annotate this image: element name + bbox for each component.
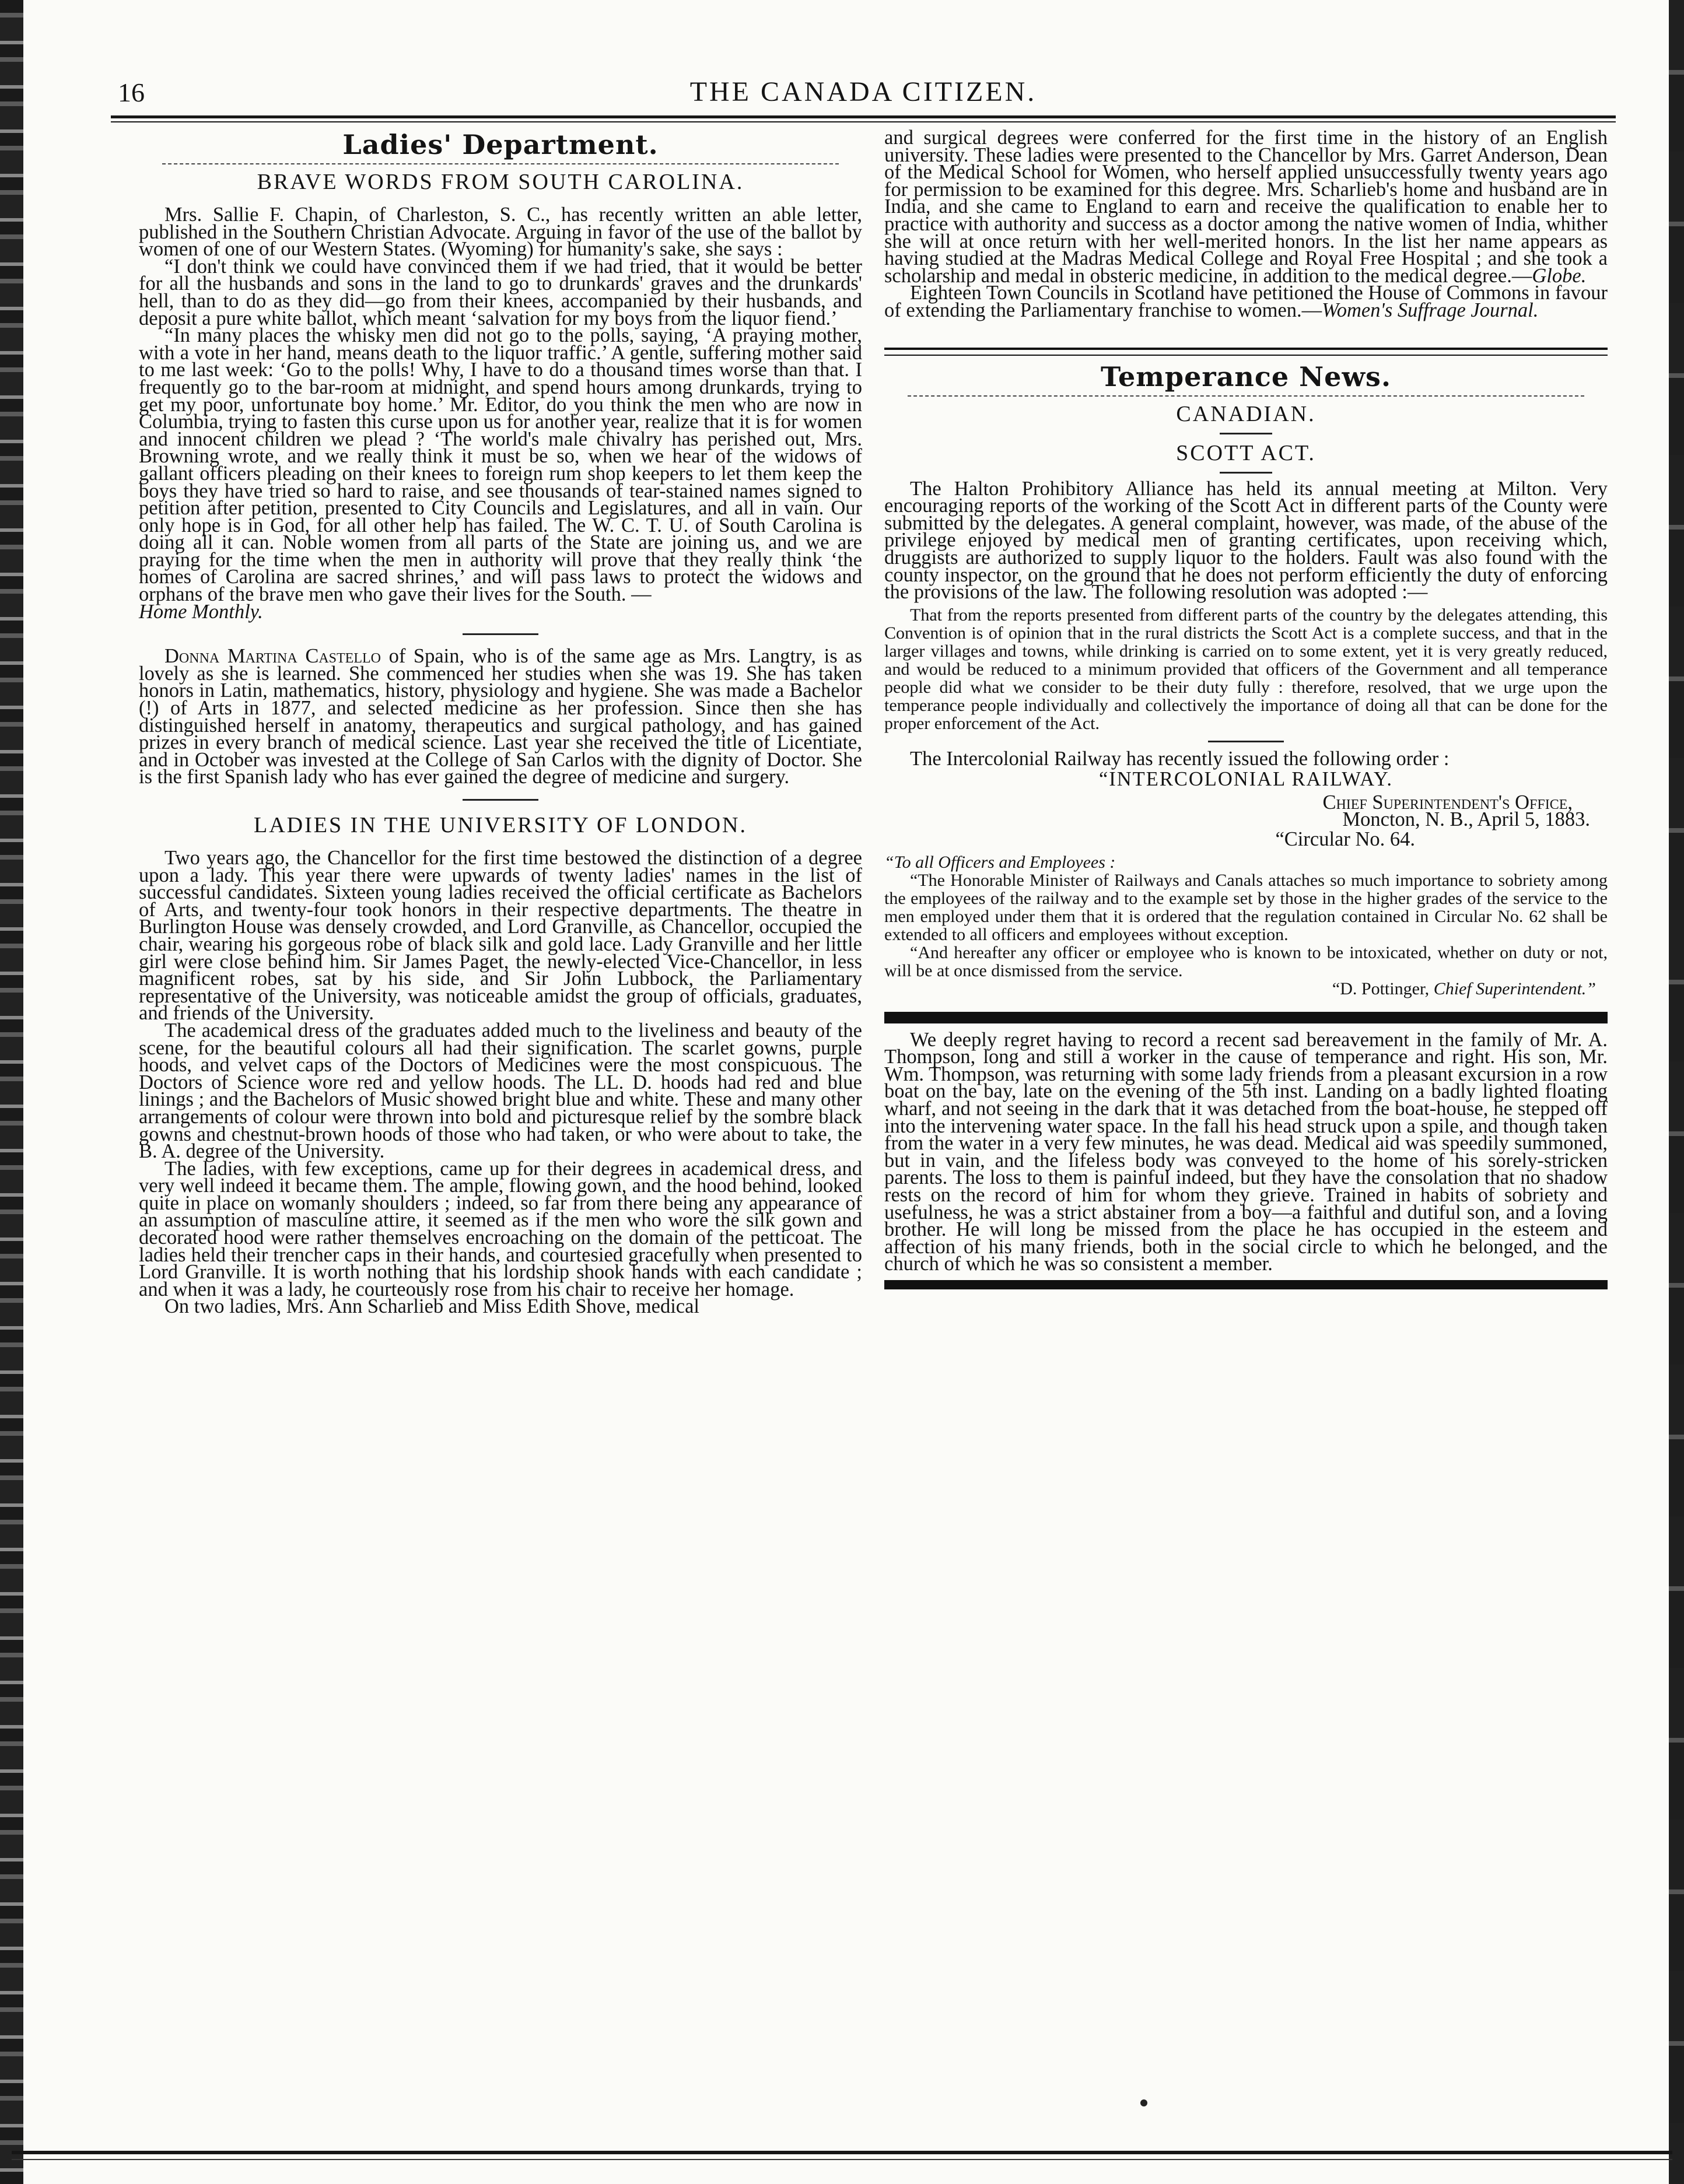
masthead-title: THE CANADA CITIZEN. bbox=[689, 76, 1037, 107]
resolution-text: That from the reports presented from different parts of the country by the delegates attending, this Convention is of opinion that in the rural districts the Scott Act is a complete success, and that in the larger villages and towns, while drinking is carried on to some extent, yet it is very greatly reduced, and would be reduced to a minimum provided that officers of the Government and all temperance people did what we consider to be their duty fully : therefore, resolved, that we urge upon the temperance people individually and collectively the importance of doing all that can be done for the proper enforcement of the Act. bbox=[884, 605, 1608, 733]
subheading-separator bbox=[1220, 472, 1272, 474]
railway-intro: The Intercolonial Railway has recently issued the following order : bbox=[910, 747, 1450, 770]
university-paragraph: The ladies, with few exceptions, came up for their degrees in academical dress, and very well indeed it became them. The ample, flowing gown, and the hood behind, looked quite in place on womanly shoulders ; indeed, so far from there being any appearance of an assumption of masculine attire, it seemed as if the men who wore the silk gown and decorated hood were rather themselves encroaching on the domain of the petticoat. The ladies held their trencher caps in their hands, and courtesied gracefully when presented to Lord Granville. It is worth nothing that his lordship shook hands with each candidate ; and when it was a lady, he courteously rose from his chair to receive her homage. bbox=[139, 1157, 862, 1300]
scan-edge-right bbox=[1669, 0, 1684, 2184]
article-separator bbox=[1208, 741, 1284, 742]
left-column bbox=[139, 129, 862, 1316]
railway-title: “INTERCOLONIAL RAILWAY. bbox=[1098, 768, 1394, 791]
section-rule bbox=[884, 348, 1608, 356]
brave-words-title: BRAVE WORDS FROM SOUTH CAROLINA. bbox=[257, 170, 744, 194]
signature-line bbox=[884, 980, 1596, 998]
scan-edge-left bbox=[0, 0, 23, 2184]
place-date-line: Moncton, N. B., April 5, 1883. bbox=[1342, 808, 1590, 831]
halton-paragraph: The Halton Prohibitory Alliance has held its annual meeting at Milton. Very encouraging reports of the working of the Scott Act in different parts of the County were submitted by the delegates. A general complaint, however, was made, of the abuse of the privilege enjoyed by medical men of granting certificates, upon receiving which, druggists are authorized to supply liquor to the holders. Fault was also found with the county inspector, on the ground that he does not perform efficiently the duty of enforcing the provisions of the law. The following resolution was adopted :— bbox=[884, 477, 1608, 604]
source-credit: Women's Suffrage Journal. bbox=[1322, 299, 1539, 321]
town-councils-paragraph bbox=[884, 282, 1608, 321]
ladies-department-heading: Ladies' Department. bbox=[342, 129, 659, 160]
black-mourning-bar bbox=[884, 1012, 1608, 1023]
brave-words-quote: “I don't think we could have convinced them if we had tried, that it would be better for all the husbands and sons in the land to go to drunkards' graves and the drunkards' hell, than to do as they did—go from their knees, accompanied by their husbands, and deposit a pure white ballot, which meant ‘salvation for my boys from the liquor fiend.’ bbox=[139, 255, 862, 329]
article-separator bbox=[463, 633, 538, 635]
university-continuation bbox=[884, 129, 1608, 285]
circular-number: “Circular No. 64. bbox=[1275, 828, 1415, 851]
brave-words-quote: “In many places the whisky men did not go to the polls, saying, ‘A praying mother, with a vote in her hand, means death to the liquor traffic.’ A gentle, suffering mother said to me last week: ‘Go to the polls! Why, I have to do a thousand times worse than that. I frequently go to the bar-room at midnight, and spend hours among drunkards, trying to get my poor, unfortunate boy home.’ Mr. Editor, do you think the men who are now in Columbia, trying to fasten this curse upon us for another year, realize that it is for women and innocent children we plead ? ‘The world's male chivalry has perished out, Mrs. Browning wrote, and we really think it must be so, when we hear of the widows of gallant officers pleading on their knees to foreign rum shop keepers to let them keep the boys they have tried so hard to raise, and see thousands of tear-stained names signed to petition after petition, presented to City Councils and Legislatures, and all in vain. Our only hope is in God, for all other help has failed. The W. C. T. U. of South Carolina is doing all it can. Noble women from all parts of the State are joining us, and we are praying for the time when the men in authority will prove that they really think ‘the homes of Carolina are sacred shrines,’ and will pass laws to protect the widows and orphans of the brave men who gave their lives for the South. — bbox=[139, 324, 862, 606]
donna-martina-text: of Spain, who is of the same age as Mrs. Langtry, is as lovely as she is learned. She commenced her studies when she was 19. She has taken honors in Latin, mathematics, history, physiology and hygiene. She was made a Bachelor (!) of Arts in 1877, and selected medicine as her profession. Since then she has distinguished herself in anatomy, therapeutics and surgical pathology, and has gained prizes in every branch of medical science. Last year she received the title of Licentiate, and in October was invested at the College of San Carlos with the dignity of Doctor. She is the first Spanish lady who has ever gained the degree of medicine and surgery. bbox=[139, 645, 862, 788]
obituary-paragraph: We deeply regret having to record a recent sad bereavement in the family of Mr. A. Thompson, long and still a worker in the cause of temperance and right. His son, Mr. Wm. Thompson, was returning with some lady friends from a pleasant excursion in a row boat on the bay, late on the evening of the 5th inst. Landing on a badly lighted floating wharf, and not seeing in the dark that it was detached from the boat-house, he stepped off into the intervening water space. In the fall his head struck upon a spile, and though taken from the water in a very few minutes, he was dead. Medical aid was speedily summoned, but in vain, and the lifeless body was conveyed to the home of his sorely-stricken parents. The loss to them is painful indeed, but they have the consolation that no shadow rests on the record of him for whom they grieve. Trained in habits of sobriety and usefulness, he was a strict abstainer from a boy—a faithful and dutiful son, and a loving brother. He will long be missed from the place he has occupied in the esteem and affection of his many friends, both in the social circle to which he belonged, and the church of which he was so consistent a member. bbox=[884, 1028, 1608, 1275]
continuation-text: and surgical degrees were conferred for the first time in the history of an English university. These ladies were presented to the Chancellor by Mrs. Garret Anderson, Dean of the Medical School for Women, who herself applied unsuccessfully twenty years ago for permission to be examined for this degree. Mrs. Scharlieb's home and husband are in India, and she came to England to earn and receive the qualification to enable her to practice with authority and success as a doctor among the native women of India, whither she will at once return with her well-merited honors. In the list her name appears as having studied at the Madras Medical College and Royal Free Hospital ; and she took a scholarship and medal in obsteric medicine, in addition to the medical degree.— bbox=[884, 127, 1608, 287]
addressee-line: “To all Officers and Employees : bbox=[884, 852, 1116, 872]
source-credit: Home Monthly. bbox=[139, 600, 263, 623]
office-line: Chief Superintendent's Office, bbox=[1322, 791, 1573, 814]
donna-martina-paragraph bbox=[139, 645, 862, 788]
heading-divider bbox=[162, 163, 839, 164]
source-credit: Globe. bbox=[1532, 264, 1587, 287]
councils-text: Eighteen Town Councils in Scotland have petitioned the House of Commons in favour of extending the Parliamentary franchise to women.— bbox=[884, 282, 1608, 321]
header-rule-thin bbox=[111, 121, 1616, 122]
bottom-rule bbox=[12, 2151, 1672, 2154]
donna-martina-lead: Donna Martina Castello bbox=[164, 645, 381, 668]
university-paragraph: On two ladies, Mrs. Ann Scharlieb and Miss Edith Shove, medical bbox=[164, 1295, 700, 1318]
bottom-rule-thin bbox=[12, 2159, 1672, 2160]
page-number: 16 bbox=[118, 78, 145, 107]
order-paragraph: “The Honorable Minister of Railways and Canals attaches so much importance to sobriety among the employees of the railway and to the example set by those in the higher grades of the service to the men employed under them that it is ordered that the regulation contained in Circular No. 62 shall be extended to all officers and employees without exception. bbox=[884, 870, 1608, 944]
signature-name: “D. Pottinger, bbox=[1332, 979, 1430, 998]
right-column bbox=[884, 129, 1608, 1298]
signature-title: Chief Superintendent.” bbox=[1433, 979, 1596, 998]
heading-divider bbox=[908, 395, 1584, 397]
subheading-separator bbox=[1220, 433, 1272, 434]
university-london-title: LADIES IN THE UNIVERSITY OF LONDON. bbox=[254, 813, 747, 837]
university-paragraph: The academical dress of the graduates added much to the liveliness and beauty of the scene, for the beautiful colours all had their signification. The scarlet gowns, purple hoods, and velvet caps of the Doctors of Medicines were the most conspicuous. The Doctors of Science wore red and yellow hoods. The LL. D. hoods had red and blue linings ; and the Bachelors of Music showed bright blue and white. These and many other arrangements of colour were thrown into bold and picturesque relief by the sombre black gowns and chestnut-brown hoods of those who had taken, or who were about to take, the B. A. degree of the University. bbox=[139, 1019, 862, 1163]
order-paragraph: “And hereafter any officer or employee who is known to be intoxicated, whether on duty or not, will be at once dismissed from the service. bbox=[884, 942, 1608, 980]
university-paragraph: Two years ago, the Chancellor for the first time bestowed the distinction of a degree upon a lady. This year there were upwards of twenty ladies' names in the list of successful candidates. Sixteen young ladies received the official certificate as Bachelors of Arts, and twenty-four took honors in their respective departments. The theatre in Burlington House was densely crowded, and Lord Granville, as Chancellor, occupied the chair, wearing his gorgeous robe of black silk and gold lace. Lady Granville and her little girl were close behind him. Sir James Paget, the newly-elected Vice-Chancellor, in less magnificent robes, sat by his side, and Sir John Lubbock, the Parliamentary representative of the University, was noticeable amidst the group of officials, graduates, and friends of the University. bbox=[139, 847, 862, 1025]
scott-act-subheading: SCOTT ACT. bbox=[1176, 440, 1316, 465]
canadian-subheading: CANADIAN. bbox=[1176, 401, 1316, 426]
article-separator bbox=[463, 799, 538, 801]
black-mourning-bar bbox=[884, 1280, 1608, 1289]
brave-words-paragraph: Mrs. Sallie F. Chapin, of Charleston, S. C., has recently written an able letter, published in the Southern Christian Advocate. Arguing in favor of the use of the ballot by women of one of our Western States. (Wyoming) for humanity's sake, she says : bbox=[139, 204, 862, 261]
ornament-dot bbox=[1140, 2099, 1147, 2106]
header-rule bbox=[111, 115, 1616, 118]
page-header bbox=[111, 69, 1616, 115]
temperance-news-heading: Temperance News. bbox=[1101, 360, 1391, 392]
